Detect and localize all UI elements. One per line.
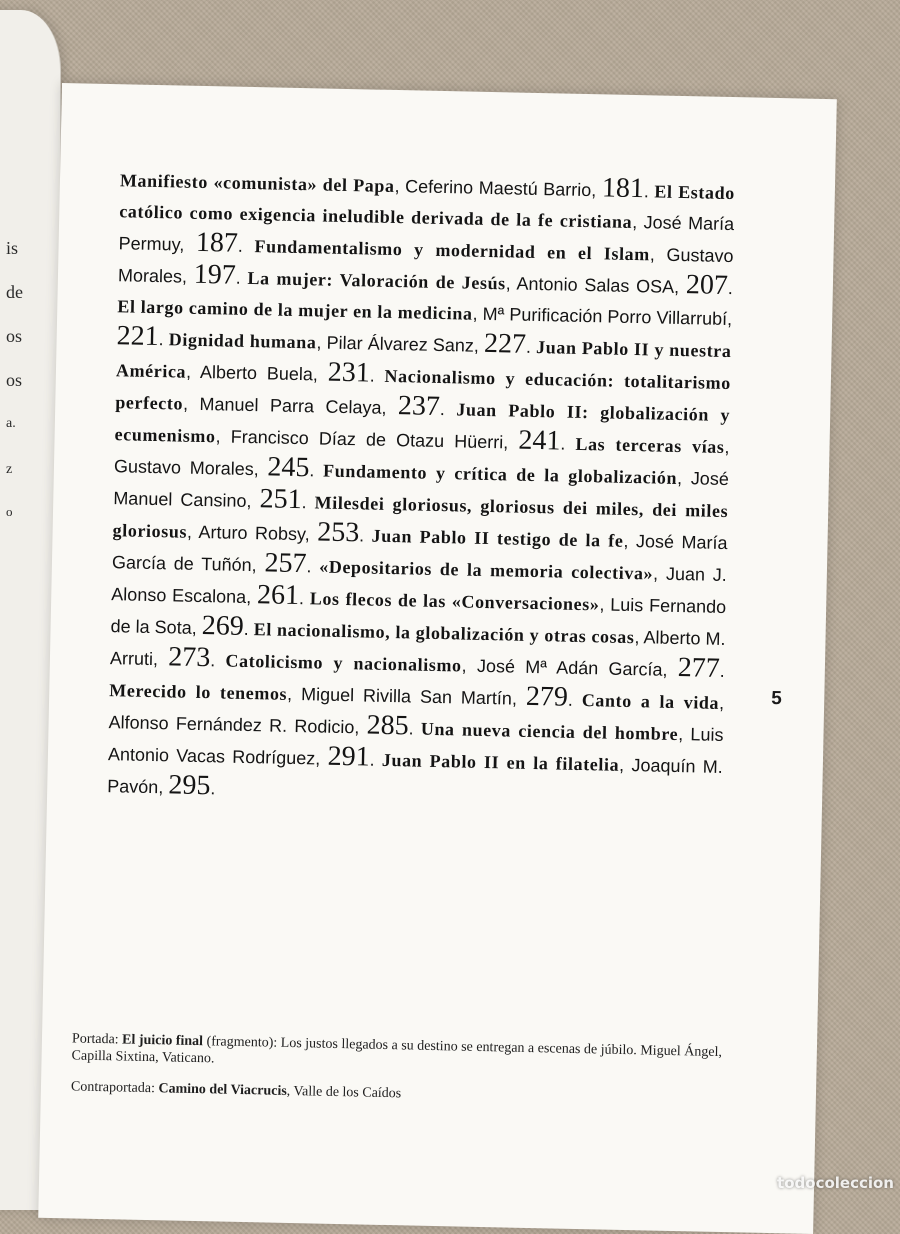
entry-author: Ceferino Maestú Barrio — [404, 176, 592, 201]
entry-title: «Depositarios de la memoria colectiva» — [319, 556, 654, 584]
entry-author: José Mª Adán García — [476, 655, 663, 680]
left-page-text-fragment: os — [6, 370, 23, 390]
index-paragraph: Manifiesto «comunista» del Papa, Ceferino Maestú Barrio, 181. El Estado católico como exigencia ineludible derivada de la fe cristiana, José María Permuy, 187. Fundamentalismo y modernidad en el Islam, Gustavo Morales, 197. La mujer: Valoración de Jesús, Antonio Salas OSA, 207. El largo camino de la mujer en la medicina, Mª Purificación Porro Villarrubí, 221. Dignidad humana, Pilar Álvarez Sanz, 227. Juan Pablo II y nuestra América, Alberto Buela, 231. Nacionalismo y educación: totalitarismo perfecto, Manuel Parra Celaya, 237. Juan Pablo II: globalización y ecumenismo, Francisco Díaz de Otazu Hüerri, 241. Las terceras vías, Gustavo Morales, 245. Fundamento y crítica de la globalización, José Manuel Cansino, 251. Milesdei gloriosus, gloriosus dei miles, dei miles gloriosus, Arturo Robsy, 253. Juan Pablo II testigo de la fe, José María García de Tuñón, 257. «Depositarios de la memoria colectiva», Juan J. Alonso Escalona, 261. Los flecos de las «Conversaciones», Luis Fernando de la Sota, 269. El nacionalismo, la globalización y otras cosas, Alberto M. Arruti, 273. Catolicismo y nacionalismo, José Mª Adán García, 277. Merecido lo tenemos, Miguel Rivilla San Martín, 279. Canto a la vida, Alfonso Fernández R. Rodicio, 285. Una nueva ciencia del hombre, Luis Antonio Vacas Rodríguez, 291. Juan Pablo II en la filatelia, Joaquín M. Pavón, 295. — [107, 170, 736, 802]
entry-author: Alberto M. Arruti — [109, 627, 726, 670]
page-number: 5 — [771, 687, 783, 710]
entry-page-number: 279 — [525, 680, 569, 713]
caption-label: Portada: — [71, 1031, 119, 1048]
back-cover-caption — [71, 1078, 741, 1109]
entry-title: Dignidad humana — [168, 329, 317, 353]
entry-title: Juan Pablo II: globalización y ecumenismo — [114, 399, 731, 447]
entry-page-number: 295 — [168, 769, 211, 802]
entry-title: Nacionalismo y educación: totalitarismo perfecto — [115, 365, 732, 414]
caption-description: , Valle de los Caídos — [286, 1083, 402, 1102]
entry-title: Fundamentalismo y modernidad en el Islam — [254, 236, 651, 265]
entry-title: El largo camino de la mujer en la medicina — [117, 296, 473, 324]
caption-title: El juicio final — [121, 1032, 204, 1050]
left-page-text-fragment: a. — [6, 416, 16, 431]
entry-author: Arturo Robsy — [198, 521, 305, 545]
entry-title: Manifiesto «comunista» del Papa — [119, 170, 395, 196]
entry-page-number: 253 — [316, 516, 360, 549]
front-cover-caption — [71, 1030, 742, 1078]
entry-page-number: 187 — [195, 226, 239, 259]
caption-title: Camino del Viacrucis — [158, 1081, 287, 1099]
entry-author: Antonio Salas OSA — [516, 273, 675, 297]
entry-page-number: 291 — [327, 740, 370, 773]
entry-author: José María Permuy — [118, 212, 735, 255]
entry-author: Manuel Parra Celaya — [199, 393, 382, 418]
entry-title: Canto a la vida — [581, 690, 720, 713]
entry-title: La mujer: Valoración de Jesús — [247, 267, 507, 294]
entry-author: Gustavo Morales — [113, 456, 254, 480]
entry-author: Mª Purificación Porro Villarrubí — [482, 303, 728, 329]
entry-author: Luis Antonio Vacas Rodríguez — [107, 724, 724, 769]
entry-author: José María García de Tuñón — [111, 531, 728, 576]
cover-captions — [71, 1030, 743, 1123]
entry-title: El Estado católico como exigencia ineludible derivada de la fe cristiana — [119, 181, 736, 232]
left-page-text-fragment: z — [6, 462, 13, 477]
entry-title: Las terceras vías — [575, 433, 725, 457]
left-page-text-fragment: o — [6, 504, 13, 519]
entry-page-number: 273 — [167, 641, 211, 674]
entry-author: Francisco Díaz de Otazu Hüerri — [230, 426, 504, 453]
entry-page-number: 241 — [518, 424, 561, 457]
entry-page-number: 221 — [116, 320, 160, 353]
entry-title: Fundamento y crítica de la globalización — [322, 460, 678, 488]
caption-label: Contraportada: — [70, 1079, 156, 1097]
entry-page-number: 277 — [677, 652, 721, 684]
entry-page-number: 207 — [685, 269, 729, 301]
entry-author: Luis Fernando de la Sota — [110, 594, 727, 638]
entry-author: Joaquín M. Pavón — [107, 755, 724, 798]
entry-page-number: 181 — [601, 172, 645, 205]
entry-author: Gustavo Morales — [117, 244, 734, 287]
entry-title: Juan Pablo II en la filatelia — [381, 749, 620, 775]
entry-title: El nacionalismo, la globalización y otras cosas — [253, 619, 635, 648]
entry-author: Alberto Buela — [199, 361, 314, 385]
entry-title: Merecido lo tenemos — [109, 680, 288, 704]
entry-title: Milesdei gloriosus, gloriosus dei miles, dei miles gloriosus — [112, 492, 729, 542]
left-page-text-fragment: is — [6, 238, 19, 258]
entry-page-number: 261 — [256, 579, 300, 612]
entry-page-number: 257 — [264, 547, 307, 580]
book-page — [38, 83, 837, 1234]
entry-author: Pilar Álvarez Sanz — [326, 332, 475, 356]
entry-page-number: 237 — [397, 390, 441, 422]
entry-author: Alfonso Fernández R. Rodicio — [108, 712, 355, 738]
entry-page-number: 251 — [259, 483, 302, 516]
entry-page-number: 231 — [327, 356, 371, 389]
entry-title: Catolicismo y nacionalismo — [225, 650, 462, 676]
entry-page-number: 269 — [201, 610, 245, 642]
entry-page-number: 245 — [267, 451, 310, 484]
entry-author: José Manuel Cansino — [113, 468, 730, 511]
entry-title: Juan Pablo II testigo de la fe — [371, 525, 624, 551]
entry-title: Los flecos de las «Conversaciones» — [309, 588, 600, 615]
entry-author: Juan J. Alonso Escalona — [111, 563, 728, 607]
watermark-logo: todocoleccion — [777, 1174, 894, 1192]
entry-title: Juan Pablo II y nuestra América — [115, 336, 732, 382]
entry-page-number: 197 — [193, 258, 237, 291]
left-page-text-fragment: os — [6, 326, 23, 346]
caption-description: (fragmento): Los justos llegados a su destino se entregan a escenas de júbilo. Miguel Ángel, Capilla Sixtina, Vaticano. — [71, 1034, 723, 1067]
entry-page-number: 285 — [366, 709, 409, 742]
left-page-text-fragment: de — [6, 282, 23, 302]
entry-page-number: 227 — [483, 327, 527, 360]
entry-title: Una nueva ciencia del hombre — [420, 718, 679, 745]
entry-author: Miguel Rivilla San Martín — [300, 684, 513, 709]
